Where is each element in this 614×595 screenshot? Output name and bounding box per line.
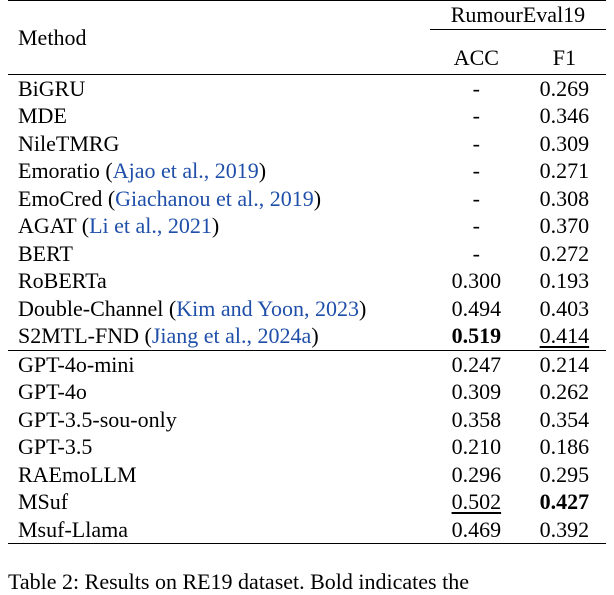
- acc-value: -: [472, 240, 480, 266]
- method-name: S2MTL-FND (Jiang et al., 2024a): [8, 322, 430, 350]
- citation-link[interactable]: Jiang et al., 2024a: [151, 323, 312, 348]
- acc-value: -: [472, 103, 480, 128]
- f1-value: 0.403: [539, 295, 590, 321]
- f1-value: 0.272: [539, 240, 590, 266]
- method-name: BiGRU: [8, 74, 430, 102]
- method-header: Method: [8, 1, 430, 75]
- table-row: [8, 240, 606, 268]
- f1-value-second: 0.414: [523, 322, 606, 350]
- dataset-header: RumourEval19: [430, 1, 606, 30]
- method-name: GPT-4o-mini: [8, 350, 430, 378]
- f1-value: 0.370: [539, 213, 590, 238]
- method-name: RoBERTa: [18, 268, 107, 293]
- citation-link[interactable]: Kim and Yoon, 2023: [176, 295, 359, 321]
- f1-value: 0.309: [539, 130, 590, 156]
- method-name: EmoCred (Giachanou et al., 2019): [18, 185, 322, 211]
- table-row: [8, 74, 606, 102]
- table-row: [8, 433, 606, 461]
- f1-value: 0.262: [539, 379, 590, 404]
- f1-value: 0.214: [523, 350, 606, 378]
- table-row: [8, 350, 606, 378]
- acc-value: 0.469: [430, 516, 523, 544]
- table-row: [8, 488, 606, 516]
- f1-value: 0.269: [523, 74, 606, 102]
- header-row-1: [8, 1, 606, 30]
- method-name: GPT-3.5-sou-only: [18, 406, 177, 432]
- table-caption: Table 2: Results on RE19 dataset. Bold indicates the: [8, 569, 469, 594]
- f1-header: F1: [552, 45, 576, 70]
- results-table-container: [8, 0, 606, 544]
- acc-value: 0.494: [451, 295, 502, 321]
- method-name: BERT: [18, 240, 73, 266]
- method-name: AGAT (Li et al., 2021): [18, 213, 220, 238]
- table-row: [8, 378, 606, 406]
- f1-value: 0.392: [523, 516, 606, 544]
- f1-value: 0.295: [539, 461, 590, 487]
- acc-value: -: [472, 158, 480, 183]
- acc-value: 0.300: [451, 268, 502, 293]
- f1-value: 0.186: [539, 434, 590, 459]
- method-name: Double-Channel (Kim and Yoon, 2023): [18, 295, 367, 321]
- f1-value: 0.346: [539, 103, 590, 128]
- table-row: [8, 130, 606, 158]
- acc-value: 0.358: [451, 406, 502, 432]
- method-name: MDE: [18, 103, 67, 128]
- method-name: Emoratio (Ajao et al., 2019): [18, 158, 267, 183]
- method-name: GPT-3.5: [18, 434, 93, 459]
- results-table: [8, 0, 606, 544]
- f1-value: 0.308: [539, 185, 590, 211]
- acc-value: -: [430, 74, 523, 102]
- table-row: [8, 461, 606, 489]
- acc-value: -: [472, 185, 480, 211]
- f1-value-best: 0.427: [539, 489, 590, 514]
- table-row: [8, 212, 606, 240]
- acc-value: -: [472, 213, 480, 238]
- table-row: [8, 322, 606, 350]
- citation-link[interactable]: Ajao et al., 2019: [112, 158, 259, 183]
- table-row: [8, 102, 606, 130]
- acc-header: ACC: [453, 45, 499, 70]
- acc-value-best: 0.519: [430, 322, 523, 350]
- table-row: [8, 406, 606, 434]
- table-row: [8, 157, 606, 185]
- table-row: [8, 185, 606, 213]
- table-row: [8, 516, 606, 544]
- method-name: GPT-4o: [18, 379, 87, 404]
- f1-value: 0.271: [539, 158, 590, 183]
- citation-link[interactable]: Li et al., 2021: [89, 213, 212, 238]
- acc-value: 0.309: [451, 379, 502, 404]
- method-name: MSuf: [18, 489, 69, 514]
- acc-value: 0.247: [430, 350, 523, 378]
- method-name: NileTMRG: [18, 130, 120, 156]
- f1-value: 0.193: [539, 268, 590, 293]
- acc-value: 0.210: [451, 434, 502, 459]
- acc-value: -: [472, 130, 480, 156]
- method-name: Msuf-Llama: [8, 516, 430, 544]
- citation-link[interactable]: Giachanou et al., 2019: [115, 185, 314, 211]
- method-name: RAEmoLLM: [18, 461, 137, 487]
- acc-value-second: 0.502: [451, 489, 502, 514]
- table-row: [8, 295, 606, 323]
- f1-value: 0.354: [539, 406, 590, 432]
- table-row: [8, 267, 606, 295]
- acc-value: 0.296: [451, 461, 502, 487]
